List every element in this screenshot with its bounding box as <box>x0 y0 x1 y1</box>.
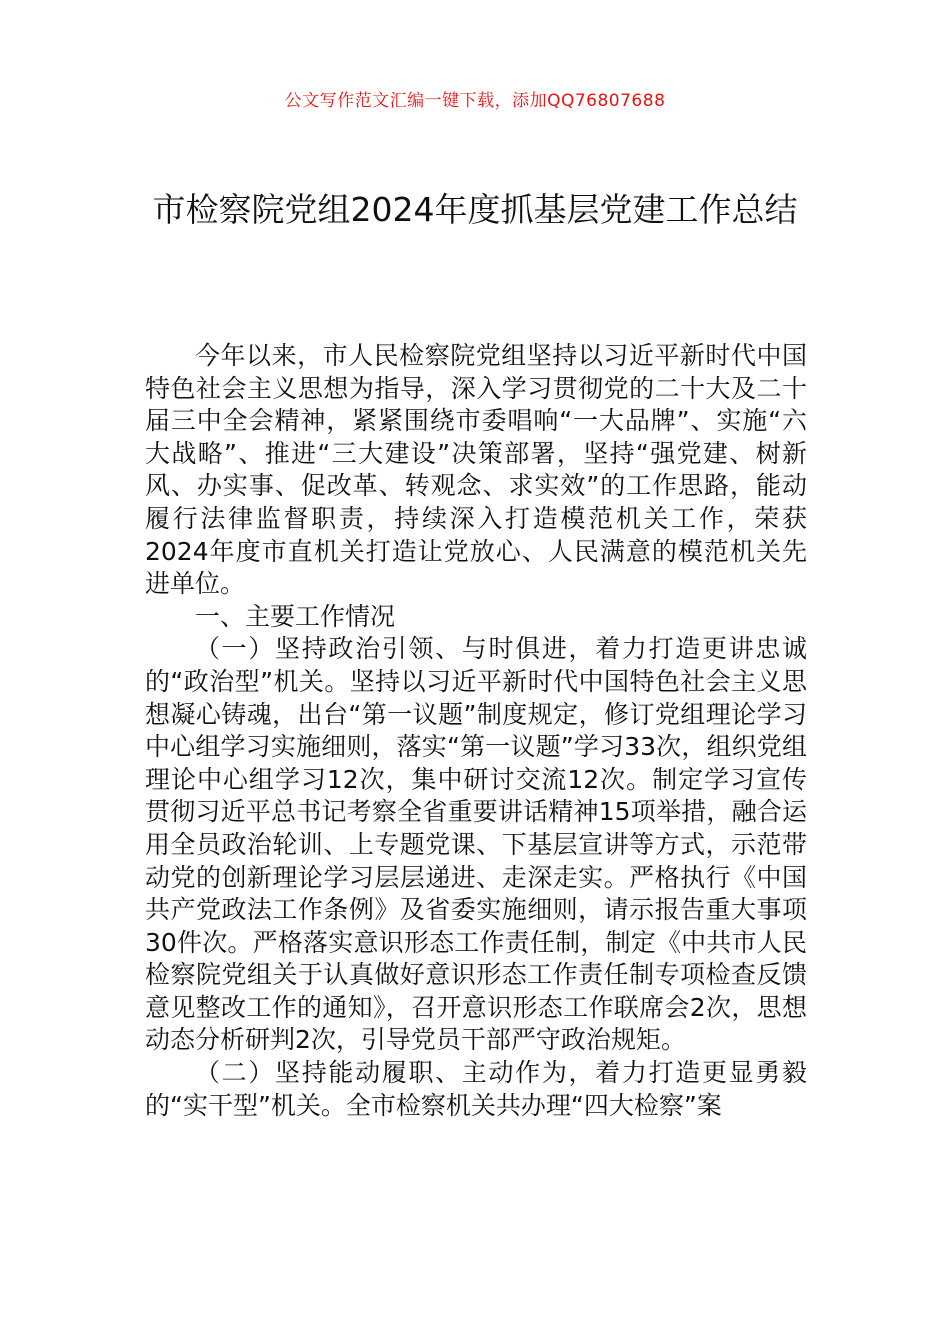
paragraph-intro: 今年以来，市人民检察院党组坚持以习近平新时代中国特色社会主义思想为指导，深入学习贯彻党的二十大及二十届三中全会精神，紧紧围绕市委唱响“一大品牌”、实施“六大战略”、推进“三大建设”决策部署，坚持“强党建、树新风、办实事、促改革、转观念、求实效”的工作思路，能动履行法律监督职责，持续深入打造模范机关工作，荣获2024年度市直机关打造让党放心、人民满意的模范机关先进单位。 <box>145 341 807 599</box>
paragraph-section-2: （二）坚持能动履职、主动作为，着力打造更显勇毅的“实干型”机关。全市检察机关共办理“四大检察”案 <box>145 1058 807 1120</box>
paragraph-section-1: （一）坚持政治引领、与时俱进，着力打造更讲忠诚的“政治型”机关。坚持以习近平新时代中国特色社会主义思想凝心铸魂，出台“第一议题”制度规定，修订党组理论学习中心组学习实施细则，落实“第一议题”学习33次，组织党组理论中心组学习12次，集中研讨交流12次。制定学习宣传贯彻习近平总书记考察全省重要讲话精神15项举措，融合运用全员政治轮训、上专题党课、下基层宣讲等方式，示范带动党的创新理论学习层层递进、走深走实。严格执行《中国共产党政法工作条例》及省委实施细则，请示报告重大事项30件次。严格落实意识形态工作责任制，制定《中共市人民检察院党组关于认真做好意识形态工作责任制专项检查反馈意见整改工作的通知》，召开意识形态工作联席会2次，思想动态分析研判2次，引导党员干部严守政治规矩。 <box>145 634 807 1055</box>
document-title: 市检察院党组2024年度抓基层党建工作总结 <box>152 190 798 229</box>
document-body <box>145 340 807 1122</box>
section-heading: 一、主要工作情况 <box>195 601 396 631</box>
promo-banner: 公文写作范文汇编一键下载，添加QQ76807688 <box>284 91 666 111</box>
